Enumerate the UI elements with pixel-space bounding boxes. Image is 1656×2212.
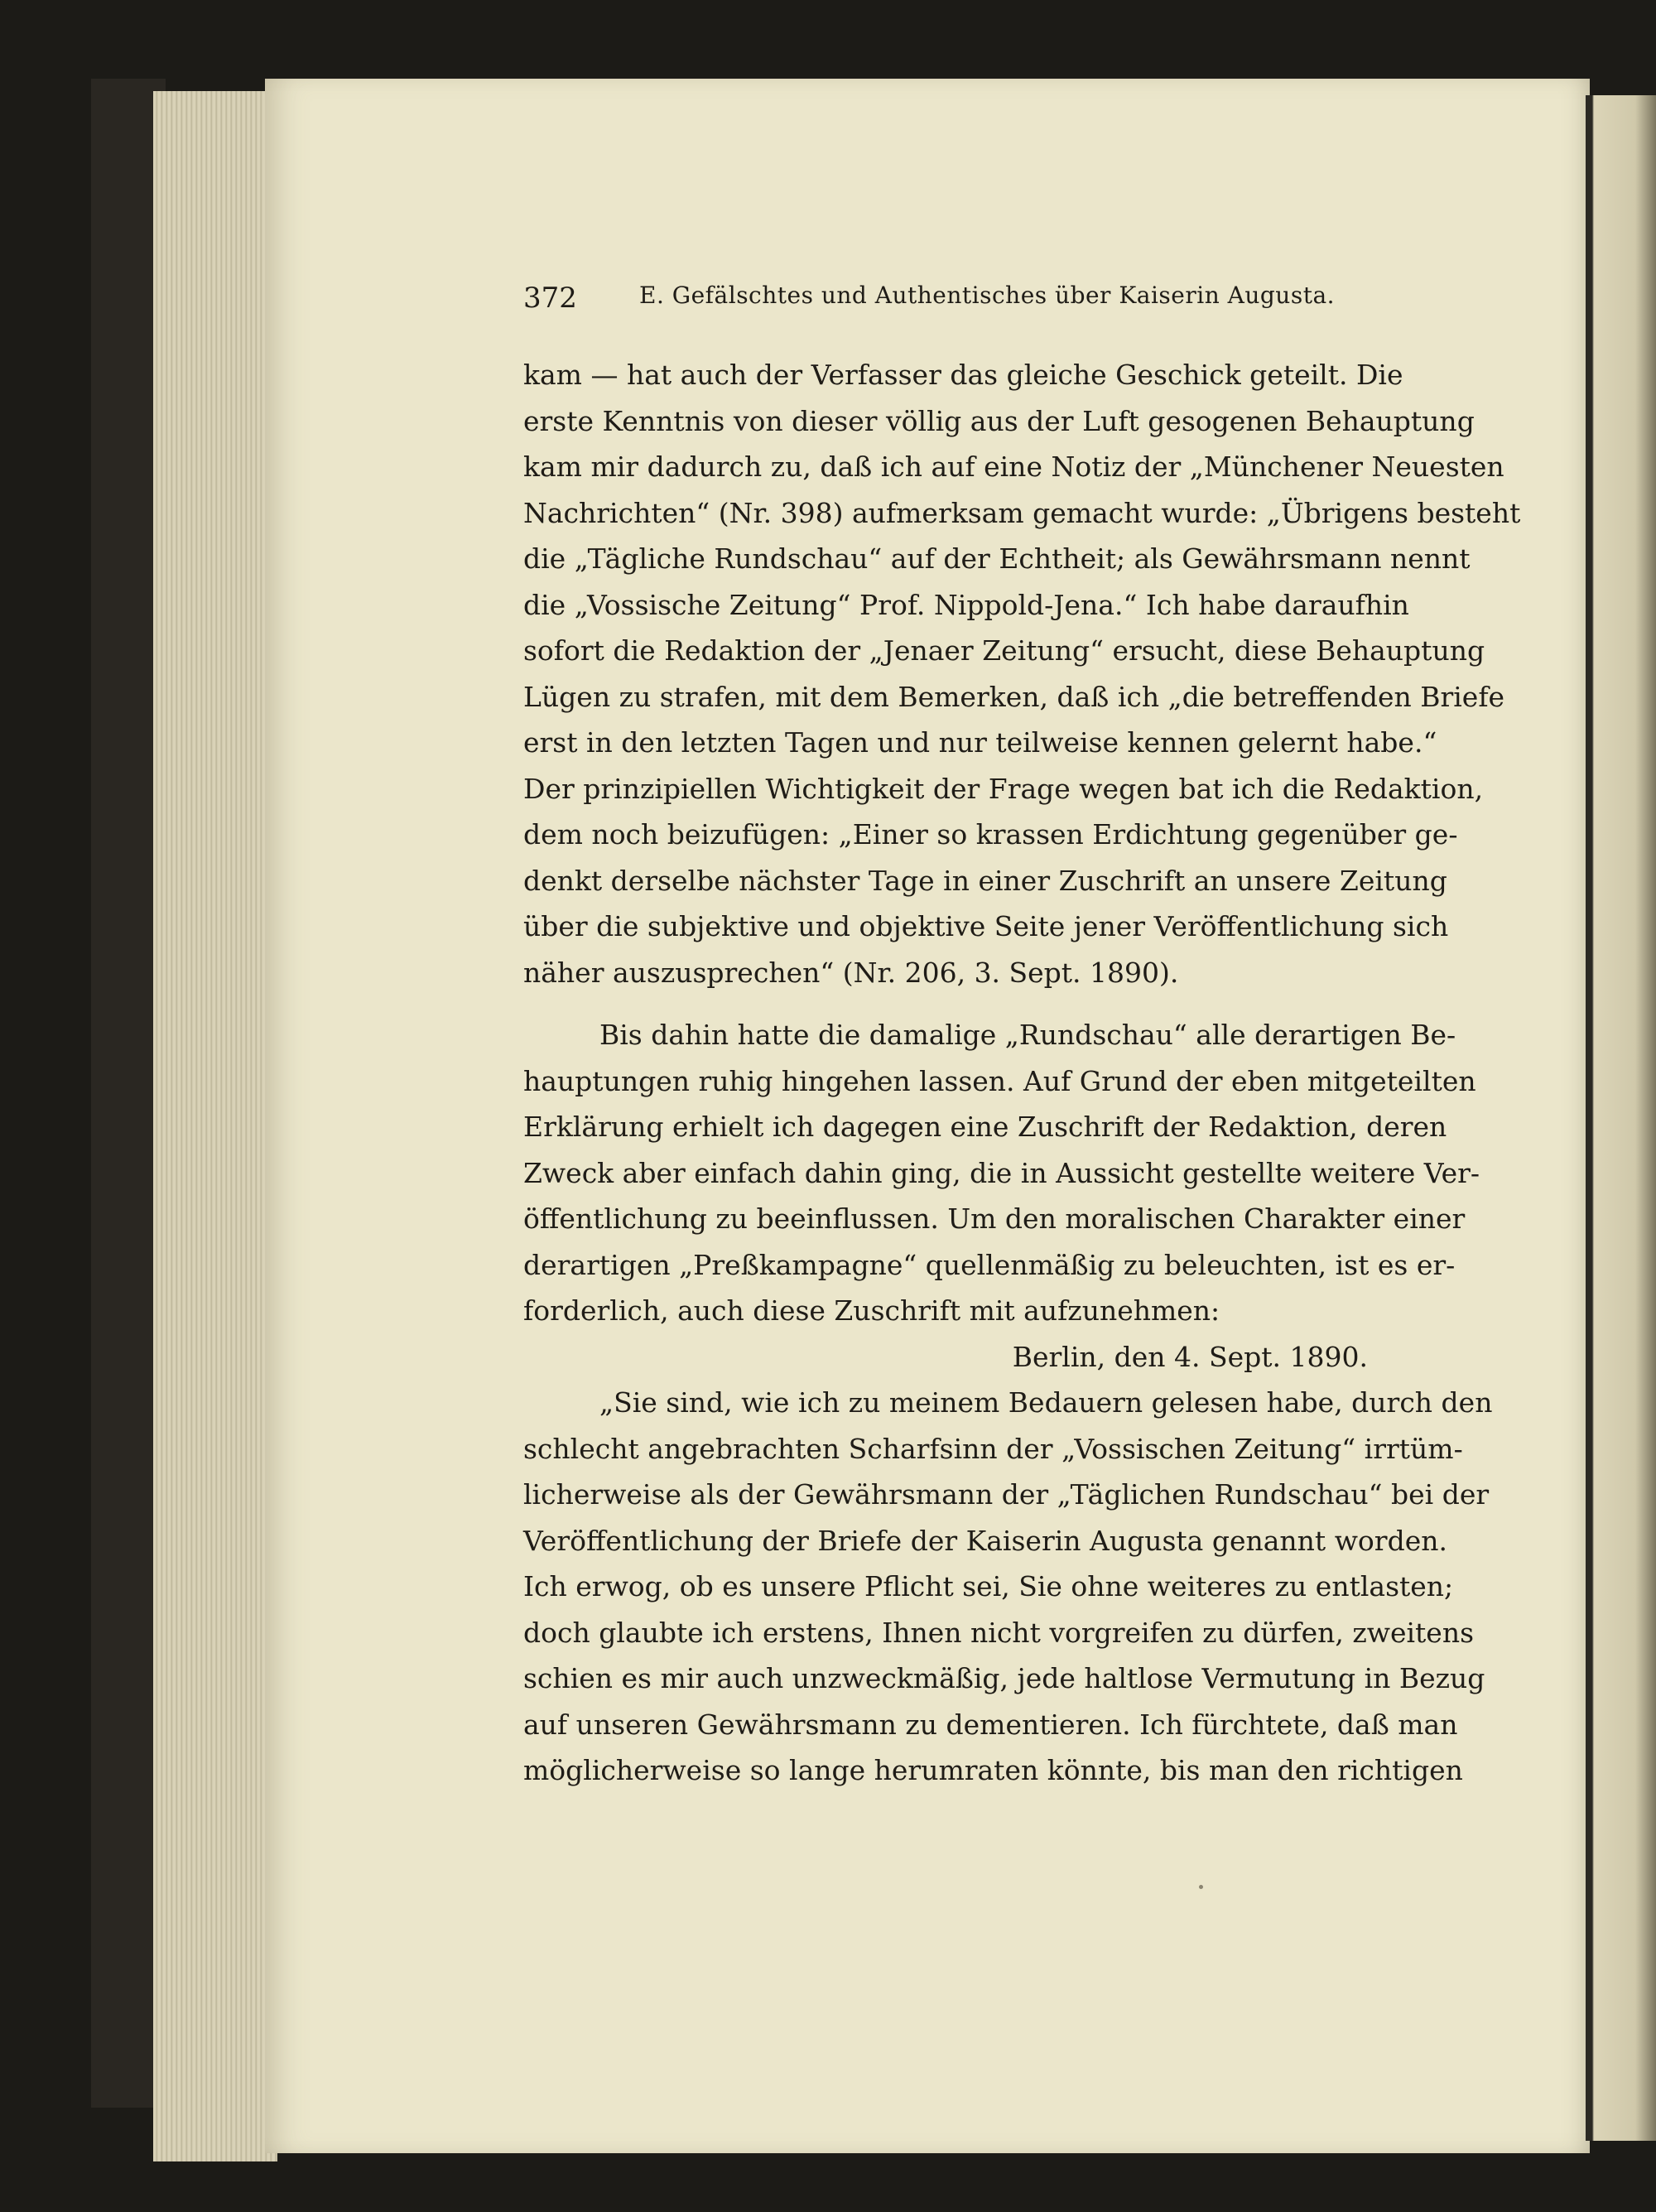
paper-speck [1199, 1885, 1203, 1889]
text-line: denkt derselbe nächster Tage in einer Zuschrift an unsere Zeitung [523, 864, 1447, 897]
text-line: Ich erwog, ob es unsere Pflicht sei, Sie ohne weiteres zu entlasten; [523, 1570, 1454, 1602]
paragraph [523, 1380, 1493, 1794]
text-line: Der prinzipiellen Wichtigkeit der Frage wegen bat ich die Redaktion, [523, 772, 1484, 805]
text-line: kam mir dadurch zu, daß ich auf eine Notiz der „Münchener Neuesten [523, 451, 1504, 483]
letter-date-line: Berlin, den 4. Sept. 1890. [1012, 1340, 1368, 1373]
text-line: schlecht angebrachten Scharfsinn der „Vossischen Zeitung“ irrtüm- [523, 1432, 1463, 1465]
text-line: licherweise als der Gewährsmann der „Täglichen Rundschau“ bei der [523, 1478, 1490, 1511]
text-line: öffentlichung zu beeinflussen. Um den moralischen Charakter einer [523, 1202, 1466, 1235]
paragraph-gap [523, 995, 1401, 1012]
text-line: sofort die Redaktion der „Jenaer Zeitung“ ersucht, diese Behauptung [523, 634, 1485, 667]
page-number: 372 [523, 282, 577, 315]
text-line: doch glaubte ich erstens, Ihnen nicht vorgreifen zu dürfen, zweitens [523, 1616, 1475, 1649]
text-line: kam — hat auch der Verfasser das gleiche Geschick geteilt. Die [523, 359, 1403, 391]
running-header [523, 282, 1336, 323]
text-line: die „Vossische Zeitung“ Prof. Nippold-Jena.“ Ich habe daraufhin [523, 588, 1409, 621]
text-line: Zweck aber einfach dahin ging, die in Aussicht gestellte weitere Ver- [523, 1156, 1480, 1189]
running-title: E. Gefälschtes und Authentisches über Kaiserin Augusta. [639, 282, 1336, 309]
text-line: über die subjektive und objektive Seite jener Veröffentlichung sich [523, 910, 1449, 942]
text-line: Bis dahin hatte die damalige „Rundschau“ alle derartigen Be- [599, 1019, 1456, 1051]
text-line: hauptungen ruhig hingehen lassen. Auf Grund der eben mitgeteilten [523, 1064, 1476, 1097]
text-line: erst in den letzten Tagen und nur teilweise kennen gelernt habe.“ [523, 726, 1437, 759]
paragraph [523, 1012, 1480, 1334]
facing-page-edge [1586, 95, 1656, 2141]
text-line: näher auszusprechen“ (Nr. 206, 3. Sept. 1890). [523, 956, 1179, 989]
text-line: Veröffentlichung der Briefe der Kaiserin Augusta genannt worden. [523, 1524, 1447, 1557]
text-line: forderlich, auch diese Zuschrift mit aufzunehmen: [523, 1294, 1220, 1327]
text-line: die „Tägliche Rundschau“ auf der Echtheit; als Gewährsmann nennt [523, 542, 1471, 575]
text-line: Lügen zu strafen, mit dem Bemerken, daß ich „die betreffenden Briefe [523, 680, 1505, 713]
text-line: derartigen „Preßkampagne“ quellenmäßig zu beleuchten, ist es er- [523, 1248, 1456, 1281]
text-line: „Sie sind, wie ich zu meinem Bedauern gelesen habe, durch den [599, 1386, 1493, 1419]
page-stack-edge [153, 91, 277, 2161]
paragraph [523, 352, 1521, 995]
text-line: erste Kenntnis von dieser völlig aus der Luft gesogenen Behauptung [523, 404, 1475, 437]
body-text [523, 352, 1521, 1794]
text-line: dem noch beizufügen: „Einer so krassen Erdichtung gegenüber ge- [523, 818, 1458, 851]
text-line: schien es mir auch unzweckmäßig, jede haltlose Vermutung in Bezug [523, 1662, 1485, 1694]
text-line: Nachrichten“ (Nr. 398) aufmerksam gemacht wurde: „Übrigens besteht [523, 496, 1521, 529]
text-line: auf unseren Gewährsmann zu dementieren. Ich fürchtete, daß man [523, 1708, 1458, 1741]
text-line: möglicherweise so lange herumraten könnte, bis man den richtigen [523, 1754, 1463, 1786]
text-line: Erklärung erhielt ich dagegen eine Zuschrift der Redaktion, deren [523, 1111, 1447, 1143]
